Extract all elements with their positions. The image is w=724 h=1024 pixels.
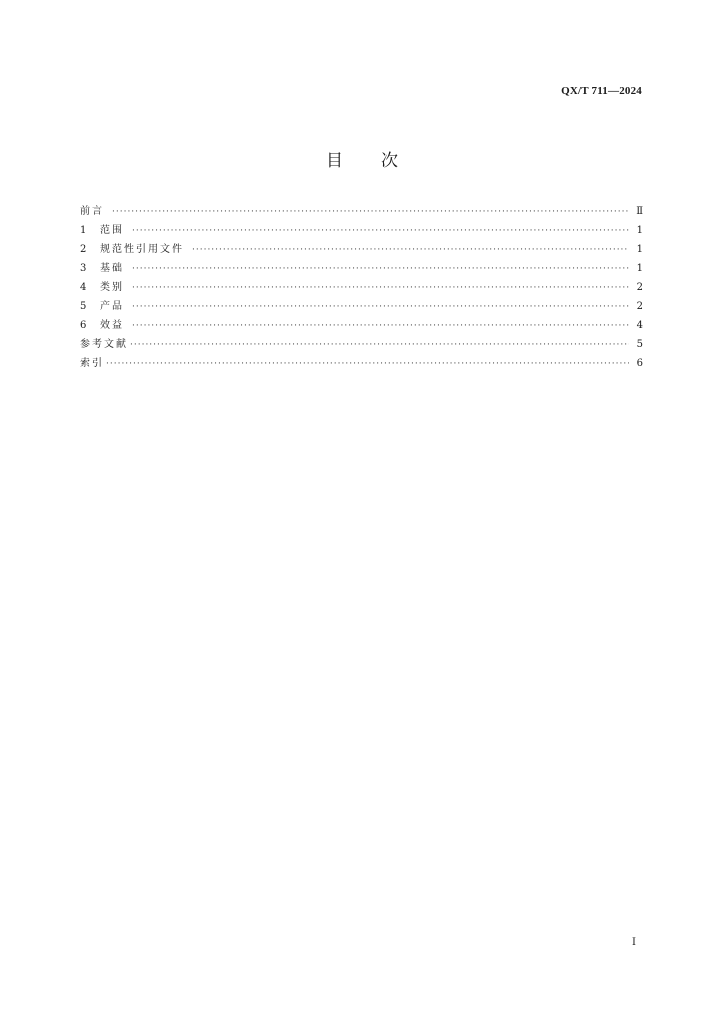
toc-leader-dots <box>130 336 629 355</box>
toc-entry-categories[interactable] <box>80 278 643 297</box>
toc-leader-dots <box>132 222 629 241</box>
toc-label: 效益 <box>100 320 124 331</box>
standard-code: QX/T 711—2024 <box>561 85 642 97</box>
page-title-part1: 目 <box>326 151 343 171</box>
toc-page-number: 1 <box>636 263 643 274</box>
page-folio: Ⅰ <box>632 937 636 948</box>
toc-leader-dots <box>112 203 629 222</box>
toc-number: 5 <box>80 301 87 312</box>
page-title-part2: 次 <box>381 151 398 171</box>
toc-entry-bibliography[interactable] <box>80 335 643 354</box>
toc-number: 6 <box>80 320 87 331</box>
toc-number: 2 <box>80 244 87 255</box>
toc-leader-dots <box>106 355 629 374</box>
toc-page-number: Ⅱ <box>636 206 643 217</box>
toc-page-number: 1 <box>636 225 643 236</box>
toc-page-number: 4 <box>636 320 643 331</box>
toc-leader-dots <box>192 241 629 260</box>
toc-leader-dots <box>132 260 629 279</box>
toc-entry-foreword[interactable] <box>80 202 643 221</box>
toc-number: 4 <box>80 282 87 293</box>
toc-entry-benefits[interactable] <box>80 316 643 335</box>
toc-leader-dots <box>132 298 629 317</box>
toc-label: 类别 <box>100 282 124 293</box>
toc-label: 规范性引用文件 <box>100 244 184 255</box>
page-title <box>0 146 724 171</box>
toc-leader-dots <box>132 279 629 298</box>
toc-number: 3 <box>80 263 87 274</box>
toc-entry-basics[interactable] <box>80 259 643 278</box>
toc-label: 索引 <box>80 358 104 369</box>
toc-leader-dots <box>132 317 629 336</box>
toc-label: 基础 <box>100 263 124 274</box>
toc-entry-normative-references[interactable] <box>80 240 643 259</box>
table-of-contents <box>80 202 643 373</box>
toc-entry-products[interactable] <box>80 297 643 316</box>
toc-number: 1 <box>80 225 87 236</box>
toc-label: 产品 <box>100 301 124 312</box>
toc-label: 参考文献 <box>80 339 128 350</box>
toc-page-number: 1 <box>636 244 643 255</box>
toc-page-number: 6 <box>636 358 643 369</box>
toc-entry-scope[interactable] <box>80 221 643 240</box>
toc-entry-index[interactable] <box>80 354 643 373</box>
toc-page-number: 5 <box>636 339 643 350</box>
toc-page-number: 2 <box>636 301 643 312</box>
toc-label: 前言 <box>80 206 104 217</box>
toc-page-number: 2 <box>636 282 643 293</box>
toc-label: 范围 <box>100 225 124 236</box>
